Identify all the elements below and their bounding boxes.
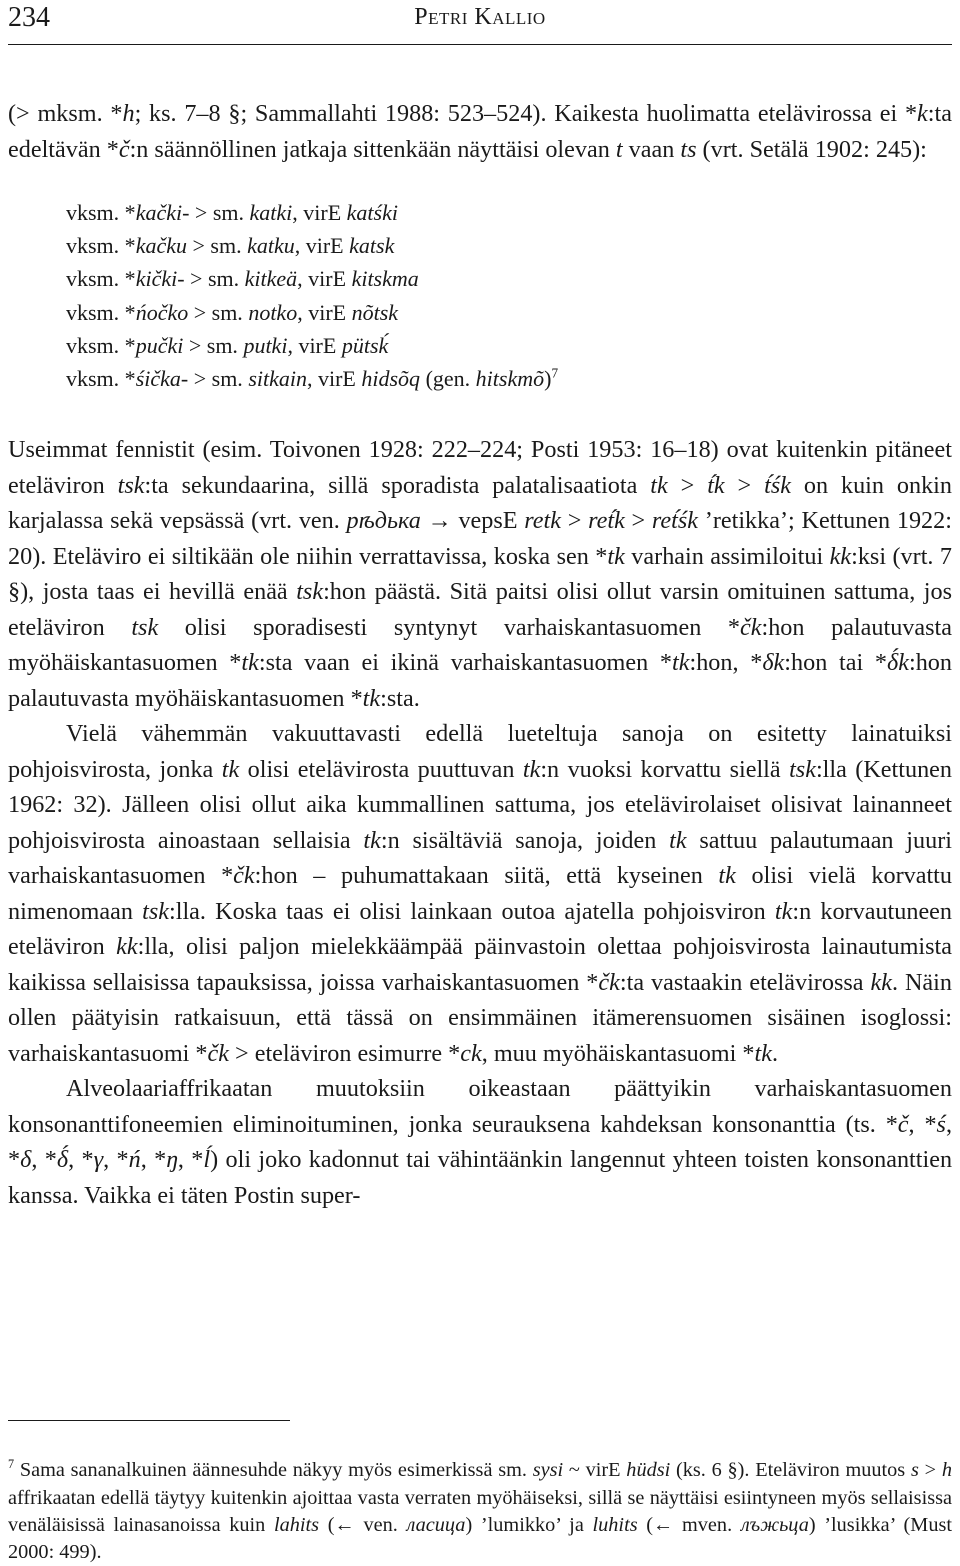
text-run: ) oli joko kadonnut tai vähintäänkin langennut yhteen toisten konsonanttien kanssa. Vaikka ei täten Postin super-	[8, 1146, 953, 1209]
text-run: ) ’lumikko’ ja	[465, 1513, 593, 1536]
text-run: :hon, *	[689, 649, 763, 677]
italic-term: δ	[20, 1146, 32, 1174]
text-run: , virE	[297, 299, 352, 325]
example-line	[66, 196, 952, 229]
italic-term: ласица	[406, 1513, 466, 1536]
text-run: vaan	[622, 135, 681, 163]
text-run: :ksi (vrt. 7 §), josta taas ei hevillä enää	[8, 542, 952, 606]
text-run: vksm. *	[66, 366, 136, 392]
paragraph-1	[8, 96, 952, 167]
italic-term: tsk	[131, 613, 159, 641]
text-run: vksm. *	[66, 332, 136, 358]
text-run: )	[544, 366, 552, 392]
text-run: :n säännöllinen jatkaja sittenkään näyttäisi olevan	[129, 135, 616, 163]
italic-term: tsk	[789, 755, 816, 783]
text-run: >	[561, 507, 589, 535]
italic-term: katku	[247, 233, 295, 259]
italic-term: tsk	[117, 471, 145, 499]
text-run: :n sisältäviä sanoja, joiden	[380, 826, 670, 854]
italic-term: tk	[669, 826, 687, 854]
text-run: >	[724, 471, 765, 499]
text-run: Alveolaariaffrikaatan muutoksiin oikeastaan päättyikin varhaiskantasuomen konsonanttifoneemien eliminoituminen, jonka seurauksena kahdeksan konsonanttia (ts. *	[8, 1075, 952, 1138]
italic-term: s	[910, 1459, 919, 1482]
italic-term: katśki	[346, 200, 398, 225]
italic-term: tk	[607, 542, 625, 570]
text-run: :hon palautuvasta myöhäiskantasuomen *	[8, 649, 952, 712]
example-line	[66, 362, 952, 395]
italic-term: hidsõq	[361, 366, 421, 392]
italic-term: kički-	[135, 266, 185, 292]
italic-term: δk	[762, 649, 785, 677]
text-run: , *	[103, 1146, 129, 1174]
italic-term: katsk	[349, 233, 395, 259]
text-run: :n vuoksi korvattu siellä	[540, 755, 790, 783]
text-run: , virE	[287, 332, 342, 358]
text-run: vksm. *	[66, 200, 136, 225]
italic-term: ck	[460, 1039, 482, 1067]
italic-term: sitkain	[248, 366, 307, 392]
italic-term: tk	[362, 684, 381, 712]
italic-term: ŋ	[166, 1146, 178, 1174]
text-run: (vrt. Setälä 1902: 245):	[696, 135, 927, 163]
page-number: 234	[8, 2, 50, 33]
text-run: (← mven.	[637, 1513, 741, 1536]
example-list	[66, 196, 952, 395]
italic-term: č	[897, 1110, 909, 1138]
italic-term: sysi	[532, 1459, 564, 1482]
italic-term: t́śk	[764, 471, 791, 499]
text-run: olisi sporadisesti syntynyt varhaiskantasuomen *	[158, 613, 740, 641]
text-run: :ta edeltävän *	[8, 100, 952, 163]
italic-term: tk	[522, 755, 541, 783]
text-run: , virE	[292, 200, 347, 225]
paragraph-3	[8, 716, 952, 1071]
italic-term: kitskma	[351, 266, 419, 292]
text-run: :hon – puhumattakaan siitä, että kyseinen	[254, 862, 719, 890]
italic-term: katki	[249, 200, 293, 225]
text-run: varhain assimiloitui	[624, 542, 830, 570]
paragraph-2	[8, 432, 952, 716]
italic-term: ret́k	[588, 507, 625, 535]
italic-term: čk	[598, 968, 620, 996]
italic-term: čk	[233, 862, 255, 890]
body-text	[8, 96, 952, 1213]
italic-term: ń	[128, 1146, 141, 1174]
text-run: olisi etelävirosta puuttuvan	[239, 755, 523, 783]
italic-term: ńočko	[135, 299, 189, 325]
italic-term: tk	[241, 649, 259, 677]
text-run: , virE	[294, 233, 350, 259]
italic-term: luhits	[592, 1513, 638, 1536]
text-run: on kuin onkin karjalassa sekä vepsässä (vrt. ven.	[8, 471, 952, 535]
text-run: , *	[8, 1110, 953, 1174]
text-run: olisi vielä korvattu nimenomaan	[8, 862, 952, 925]
text-run: ) ’lusikka’ (Must 2000: 499).	[8, 1513, 953, 1563]
text-run: vksm. *	[66, 266, 136, 292]
italic-term: t	[615, 135, 623, 163]
italic-term: lahits	[274, 1513, 320, 1536]
text-run: .	[771, 1039, 778, 1067]
italic-term: kk	[116, 933, 138, 961]
example-line	[66, 229, 952, 262]
text-run: >	[667, 471, 708, 499]
italic-term: γ	[93, 1146, 104, 1174]
italic-term: t́k	[707, 471, 725, 499]
italic-term: h	[941, 1459, 952, 1482]
italic-term: tsk	[142, 897, 169, 925]
text-run: (← ven.	[319, 1513, 407, 1536]
text-run: , muu myöhäiskantasuomi *	[481, 1039, 755, 1067]
italic-term: putki	[243, 332, 288, 358]
text-run: (> mksm. *	[8, 100, 123, 127]
italic-term: δ́k	[886, 649, 909, 677]
footnote-7	[8, 1457, 952, 1566]
header-rule	[8, 44, 952, 45]
italic-term: ts	[680, 135, 697, 163]
italic-term: tk	[363, 826, 381, 854]
italic-term: рѣдька	[346, 507, 421, 535]
italic-term: č	[118, 135, 130, 163]
text-run: , *	[68, 1146, 94, 1174]
text-run: , *	[908, 1110, 937, 1138]
italic-term: retk	[524, 507, 562, 535]
text-run: :hon palautuvasta myöhäiskantasuomen *	[8, 613, 952, 677]
text-run: > eteläviron esimurre *	[228, 1039, 461, 1067]
italic-term: kitkeä	[244, 266, 298, 292]
paragraph-4	[8, 1071, 952, 1213]
italic-term: hüdsi	[626, 1459, 671, 1482]
text-run: :n korvautuneen eteläviron	[8, 897, 953, 961]
text-run: > sm.	[189, 200, 250, 225]
example-line	[66, 329, 952, 362]
page-header	[0, 0, 960, 46]
italic-term: tk	[650, 471, 668, 499]
text-run: :lla, olisi paljon mielekkäämpää päinvastoin olettaa pohjoisvirosta lainautumista kaikissa sellaisissa tapauksissa, joissa varhaiskantasuomen *	[8, 933, 952, 996]
italic-term: tk	[774, 897, 793, 925]
example-line	[66, 262, 952, 295]
text-run: ’retikka’; Kettunen 1922: 20). Eteläviro ei siltikään ole niihin verrattavissa, koska sen *	[8, 507, 952, 570]
text-run: , virE	[297, 266, 352, 292]
text-run: > sm.	[184, 266, 245, 292]
text-run: >	[918, 1459, 942, 1482]
text-run: affrikaatan edellä täytyy kuitenkin ajoittaa vasta verraten myöhäiseksi, sillä se näyttäisi esiintyneen myös sellaisissa venäläisissä lainasanoissa kuin	[8, 1486, 952, 1536]
text-run: > sm.	[188, 299, 249, 325]
text-run: :hon tai *	[784, 649, 887, 677]
italic-term: čk	[207, 1039, 229, 1067]
text-run: (gen.	[420, 366, 476, 392]
example-line	[66, 296, 952, 329]
italic-term: ĺ	[203, 1146, 211, 1174]
text-run: , *	[140, 1146, 167, 1174]
italic-term: śička-	[135, 366, 189, 392]
italic-term: kačku	[135, 233, 187, 259]
italic-term: kk	[829, 542, 852, 570]
text-run: ~ virE	[563, 1459, 627, 1482]
text-run: . Näin ollen päätyisin ratkaisuun, että tässä on ensimmäinen itämerensuomen sisäinen isoglossi: varhaiskantasuomi *	[8, 968, 952, 1067]
text-run: ; ks. 7–8 §; Sammallahti 1988: 523–524). Kaikesta huolimatta etelävirossa ei *	[134, 100, 918, 127]
running-head: Petri Kallio	[414, 4, 546, 30]
italic-term: ret́śk	[651, 507, 699, 535]
text-run: > sm.	[183, 332, 244, 358]
italic-term: δ́	[56, 1146, 69, 1174]
italic-term: tk	[221, 755, 240, 783]
text-run: :sta.	[380, 684, 420, 712]
text-run: :ta sekundaarina, sillä sporadista palatalisaatiota	[144, 471, 651, 499]
text-run: :hon päästä. Sitä paitsi olisi ollut varsin omituinen sattuma, jos eteläviron	[8, 578, 953, 641]
text-run: , *	[177, 1146, 204, 1174]
italic-term: kk	[870, 968, 892, 996]
text-run: Vielä vähemmän vakuuttavasti edellä lueteltuja sanoja on esitetty lainatuiksi pohjoisvirosta, jonka	[8, 720, 952, 783]
text-run: :lla. Koska taas ei olisi lainkaan outoa ajatella pohjoisviron	[169, 897, 775, 925]
footnote-marker: 7	[551, 365, 559, 381]
text-run: > sm.	[188, 366, 249, 392]
italic-term: k	[917, 100, 928, 127]
italic-term: hitskmõ	[475, 366, 545, 392]
text-run: Sama sananalkuinen äännesuhde näkyy myös esimerkissä sm.	[14, 1459, 533, 1482]
text-run: > sm.	[186, 233, 248, 259]
italic-term: h	[122, 100, 135, 127]
text-run: vksm. *	[66, 299, 136, 325]
text-run: → vepsE	[420, 507, 525, 535]
text-run: , *	[31, 1146, 57, 1174]
text-run: (ks. 6 §). Eteläviron muutos	[670, 1459, 911, 1482]
footnote-rule	[8, 1420, 290, 1421]
italic-term: tsk	[296, 578, 324, 606]
text-run: vksm. *	[66, 233, 136, 259]
text-run: sattuu palautumaan juuri varhaiskantasuomen *	[8, 826, 952, 890]
italic-term: kački-	[135, 200, 190, 225]
italic-term: tk	[672, 649, 690, 677]
italic-term: tk	[754, 1039, 772, 1067]
italic-term: pütsḱ	[341, 332, 389, 358]
text-run: :lla (Kettunen 1962: 32). Jälleen olisi ollut aika kummallinen sattuma, jos etelävirolaiset olisivat lainanneet pohjoisvirosta ainoastaan sellaisia	[8, 755, 952, 854]
italic-term: nõtsk	[351, 299, 399, 325]
footnote-marker: 7	[8, 1457, 15, 1472]
text-run: Useimmat fennistit (esim. Toivonen 1928: 222–224; Posti 1953: 16–18) ovat kuitenkin pitäneet eteläviron	[8, 436, 952, 499]
italic-term: čk	[740, 613, 762, 641]
italic-term: tk	[718, 862, 736, 890]
italic-term: лъжьца	[740, 1513, 809, 1536]
italic-term: pučki	[135, 332, 184, 358]
text-run: :sta vaan ei ikinä varhaiskantasuomen *	[258, 649, 672, 677]
text-run: , virE	[306, 366, 362, 392]
italic-term: ś	[936, 1110, 946, 1138]
text-run: >	[624, 507, 652, 535]
italic-term: notko	[248, 299, 298, 325]
text-run: :ta vastaakin etelävirossa	[619, 968, 871, 996]
